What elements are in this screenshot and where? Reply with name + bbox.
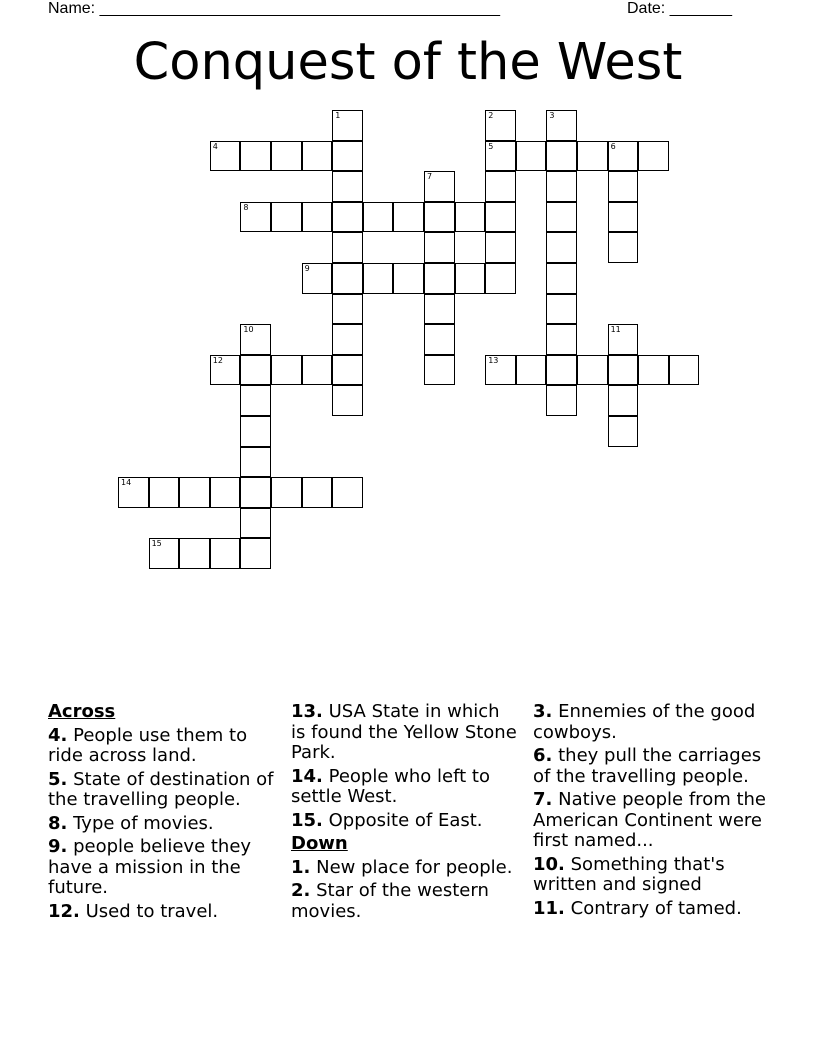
crossword-cell[interactable] [240,141,271,172]
clue-across-13 [291,702,519,764]
crossword-cell[interactable] [210,355,241,386]
crossword-cell[interactable] [424,202,455,233]
crossword-cell[interactable] [485,263,516,294]
crossword-cell[interactable] [485,232,516,263]
clue-text: people believe they have a mission in the future. [48,836,252,898]
clue-number: 9. [48,836,68,857]
crossword-cell[interactable] [393,263,424,294]
cell-number: 9 [304,264,310,273]
crossword-cell[interactable] [424,324,455,355]
cell-number: 14 [121,478,132,488]
crossword-cell[interactable] [485,202,516,233]
crossword-cell[interactable] [485,141,516,172]
crossword-cell[interactable] [240,508,271,539]
crossword-cell[interactable] [271,141,302,172]
crossword-cell[interactable] [546,263,577,294]
crossword-cell[interactable] [240,355,271,386]
header [48,0,768,20]
crossword-cell[interactable] [638,141,669,172]
cell-number: 1 [335,111,341,120]
crossword-cell[interactable] [240,416,271,447]
crossword-cell[interactable] [546,110,577,141]
clue-number: 10. [533,853,565,875]
crossword-cell[interactable] [608,141,639,172]
clue-text: Native people from the American Continent were first named... [533,789,766,851]
crossword-cell[interactable] [240,447,271,478]
crossword-cell[interactable] [516,355,547,386]
crossword-cell[interactable] [332,355,363,386]
crossword-cell[interactable] [118,477,149,508]
clues-column-2 [291,702,519,925]
clue-number: 5. [48,768,68,790]
clue-number: 7. [533,789,553,810]
clue-down-10 [533,855,773,896]
crossword-cell[interactable] [271,202,302,233]
clue-number: 4. [48,724,68,746]
crossword-cell[interactable] [669,355,700,386]
crossword-cell[interactable] [210,538,241,569]
crossword-cell[interactable] [332,324,363,355]
crossword-cell[interactable] [271,477,302,508]
clue-number: 13. [291,701,323,722]
crossword-cell[interactable] [240,202,271,233]
clue-across-15 [291,811,519,832]
crossword-cell[interactable] [455,263,486,294]
crossword-cell[interactable] [424,263,455,294]
cell-number: 11 [610,325,621,335]
crossword-cell[interactable] [546,202,577,233]
crossword-cell[interactable] [332,202,363,233]
crossword-cell[interactable] [302,141,333,172]
clue-down-1 [291,858,519,879]
crossword-cell[interactable] [608,171,639,202]
cell-number: 8 [243,202,249,212]
crossword-cell[interactable] [210,141,241,172]
cell-number: 6 [610,141,616,151]
clue-text: Used to travel. [85,900,219,922]
cell-number: 2 [488,111,494,120]
clues-column-1 [48,702,276,925]
clue-number: 3. [533,701,553,722]
crossword-cell[interactable] [485,110,516,141]
clue-down-6 [533,746,773,787]
cell-number: 7 [427,172,433,182]
clue-text: Star of the western movies. [291,880,489,922]
page-title: Conquest of the West [133,33,683,92]
clue-text: People use them to ride across land. [48,724,248,766]
clue-across-12 [48,902,276,923]
crossword-cell[interactable] [302,477,333,508]
crossword-cell[interactable] [424,171,455,202]
crossword-cell[interactable] [608,202,639,233]
clue-number: 11. [533,897,565,919]
clues-column-3 [533,702,773,922]
crossword-cell[interactable] [638,355,669,386]
clue-text: Type of movies. [73,812,214,834]
crossword-cell[interactable] [240,385,271,416]
crossword-cell[interactable] [332,232,363,263]
crossword-cell[interactable] [210,477,241,508]
crossword-cell[interactable] [393,202,424,233]
clue-text: State of destination of the travelling people. [48,768,274,810]
crossword-cell[interactable] [516,141,547,172]
crossword-cell[interactable] [424,294,455,325]
crossword-cell[interactable] [577,141,608,172]
crossword-cell[interactable] [485,171,516,202]
cell-number: 10 [243,325,254,335]
cell-number: 13 [488,355,499,365]
clue-number: 15. [291,809,323,831]
clue-down-7 [533,790,773,852]
crossword-cell[interactable] [332,385,363,416]
crossword-cell[interactable] [302,202,333,233]
clue-down-2 [291,881,519,922]
crossword-cell[interactable] [240,324,271,355]
crossword-cell[interactable] [424,232,455,263]
cell-number: 12 [212,355,223,365]
clue-text: Something that's written and signed [533,853,725,895]
crossword-cell[interactable] [332,263,363,294]
clue-number: 12. [48,900,80,922]
crossword-cell[interactable] [271,355,302,386]
clue-text: they pull the carriages of the travelling people. [533,745,762,787]
crossword-cell[interactable] [332,294,363,325]
clue-down-3 [533,702,773,743]
crossword-cell[interactable] [546,171,577,202]
clue-text: USA State in which is found the Yellow Stone Park. [291,701,517,763]
cell-number: 5 [488,141,494,151]
clue-text: People who left to settle West. [291,765,490,807]
clue-down-11 [533,899,773,920]
crossword-cell[interactable] [424,355,455,386]
crossword-cell[interactable] [546,141,577,172]
crossword-cell[interactable] [608,324,639,355]
down-heading: Down [291,833,348,854]
clue-text: Ennemies of the good cowboys. [533,701,756,743]
crossword-cell[interactable] [332,110,363,141]
clue-text: New place for people. [316,856,513,878]
crossword-cell[interactable] [608,232,639,263]
crossword-cell[interactable] [546,385,577,416]
clue-number: 14. [291,765,323,787]
crossword-cell[interactable] [179,477,210,508]
crossword-cell[interactable] [577,355,608,386]
crossword-cell[interactable] [332,171,363,202]
clue-number: 1. [291,856,311,878]
crossword-cell[interactable] [485,355,516,386]
crossword-cell[interactable] [240,477,271,508]
crossword-cell[interactable] [546,232,577,263]
crossword-cell[interactable] [332,141,363,172]
clue-text: Contrary of tamed. [570,897,742,919]
clue-across-4 [48,726,276,767]
clue-across-5 [48,770,276,811]
across-heading: Across [48,701,116,722]
clue-text: Opposite of East. [328,809,483,831]
name-field-label[interactable]: Name: _____________________________________________ [48,0,500,17]
clue-number: 6. [533,745,553,766]
clue-number: 2. [291,880,311,901]
crossword-cell[interactable] [455,202,486,233]
crossword-cell[interactable] [363,263,394,294]
clue-across-14 [291,767,519,808]
crossword-cell[interactable] [149,538,180,569]
crossword-cell[interactable] [546,324,577,355]
crossword-cell[interactable] [608,416,639,447]
crossword-cell[interactable] [546,294,577,325]
crossword-cell[interactable] [302,263,333,294]
crossword-cell[interactable] [363,202,394,233]
crossword-cell[interactable] [179,538,210,569]
cell-number: 4 [212,141,218,151]
clue-number: 8. [48,812,68,834]
crossword-cell[interactable] [302,355,333,386]
date-field-label[interactable]: Date: _______ [627,0,732,17]
cell-number: 3 [549,111,555,120]
cell-number: 15 [151,539,162,549]
crossword-cell[interactable] [608,385,639,416]
crossword-cell[interactable] [240,538,271,569]
crossword-cell[interactable] [332,477,363,508]
crossword-cell[interactable] [149,477,180,508]
crossword-cell[interactable] [608,355,639,386]
clue-across-8 [48,814,276,835]
clue-across-9 [48,837,276,899]
crossword-cell[interactable] [546,355,577,386]
